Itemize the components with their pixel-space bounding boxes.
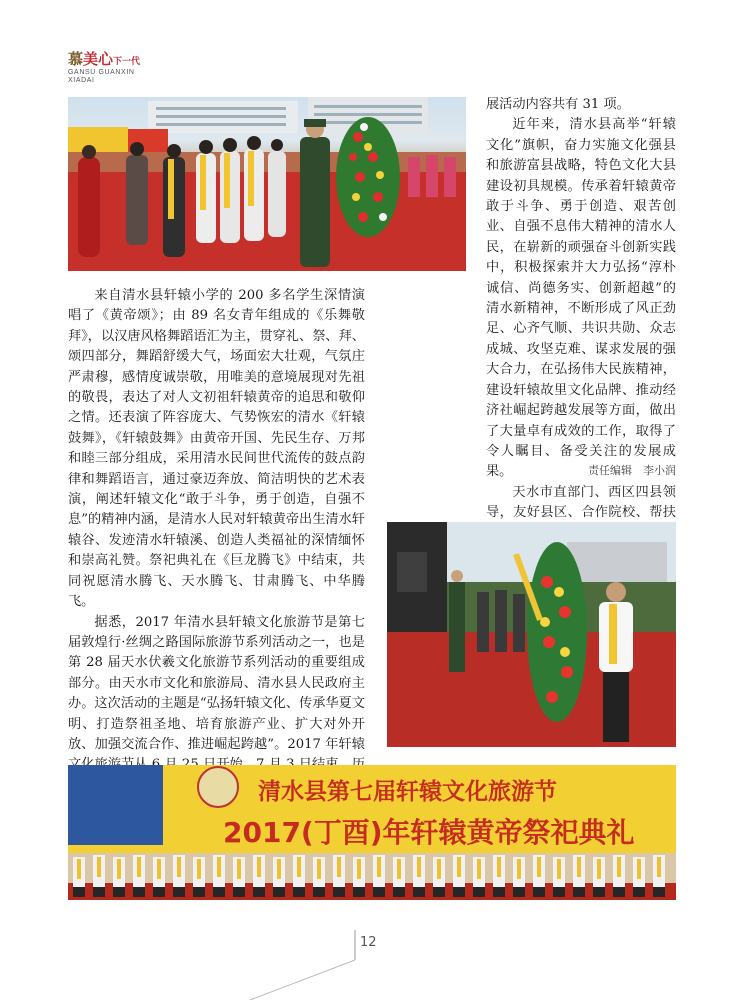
photo-procession — [68, 97, 466, 271]
editor-credit: 责任编辑 李小润 — [588, 464, 676, 477]
banner-title-line-2: 2017(丁酉)年轩辕黄帝祭祀典礼 — [223, 816, 635, 849]
right-column-text — [486, 95, 676, 585]
page-number: 12 — [360, 935, 377, 950]
logo-char: 慕 — [68, 50, 84, 68]
left-column-text — [68, 286, 365, 796]
logo-char: 下一代 — [113, 57, 141, 67]
logo-char: 心 — [98, 50, 114, 68]
photo-group-banner — [68, 765, 676, 900]
logo-english-line-1: GANSU GUANXIN — [68, 69, 135, 76]
photo-wreath-offering — [387, 522, 676, 747]
paragraph: 展活动内容共有 31 项。 — [486, 97, 630, 112]
logo-english-line-2: XIADAI — [68, 77, 95, 84]
logo-char: 美 — [83, 50, 99, 68]
paragraph: 天水市直部门、西区四县领导，友好县区、合作院校、帮扶 — [486, 484, 676, 521]
paragraph: 来自清水县轩辕小学的 200 多名学生深情演唱了《黄帝颂》；由 89 名女青年组成的《乐舞敬拜》，以汉唐风格舞蹈语汇为主，贯穿礼、祭、拜、颂四部分，舞蹈舒缓大气，场面宏大壮观，气氛庄严肃穆，感情度诚崇敬，用唯美的意境展现对先祖的敬畏，表达了对人文初祖轩辕黄帝的追思和敬仰之情。还表演了阵容庞大、气势恢宏的清水《轩辕鼓舞》，《轩辕鼓舞》由黄帝开国、先民生存、万邦和睦三部分组成，采用清水民间世代流传的鼓点韵律和舞蹈语言，通过豪迈奔放、简洁明快的艺术表演，阐述轩辕文化“敢于斗争，勇于创造，自强不息”的精神内涵，是清水人民对轩辕黄帝出生清水轩辕谷、发迹清水轩辕溪、创造人类福祉的深情缅怀和崇高礼赞。祭祀典礼在《巨龙腾飞》中结束，共同祝愿清水腾飞、天水腾飞、甘肃腾飞、中华腾飞。 — [68, 288, 365, 610]
paragraph: 据悉，2017 年清水县轩辕文化旅游节是第七届敦煌行·丝绸之路国际旅游节系列活动之一，也是第 28 届天水伏羲文化旅游节系列活动的重要组成部分。由天水市文化和旅游局、清水县人民政府主办。这次活动的主题是“弘扬轩辕文化、传承华夏文明、打造祭祖圣地、培育旅游产业、扩大对外开放、加强交流合作、推进崛起跨越”。2017 年轩辕 — [68, 614, 365, 752]
photo-wreath-drawing — [387, 522, 676, 747]
banner-title-line-1: 清水县第七届轩辕文化旅游节 — [258, 779, 557, 805]
magazine-logo — [68, 48, 158, 84]
paragraph: 近年来，清水县高举“轩辕文化”旗帜，奋力实施文化强县和旅游富县战略，特色文化大县建设初具规模。传承着轩辕黄帝敢于斗争、勇于创造、艰苦创业、自强不息伟大精神的清水人民，在崭新的顽强奋斗创新实践中，积极探索并大力弘扬“淳朴诚信、尚德务实、创新超越”的清水新精神，不断形成了风正劲足、心齐气顺、共识共勋、众志成城、攻坚克难、谋求发展的强大合力，在弘扬伟大民族精神，建设轩辕故里文化品牌、推动经济社崛起跨越发展等方面，做出了大量卓有成效的工作，取得了令人瞩目、备受关注的发展成果。 — [486, 117, 676, 480]
photo-procession-drawing — [68, 97, 466, 271]
logo-chinese — [68, 48, 158, 69]
